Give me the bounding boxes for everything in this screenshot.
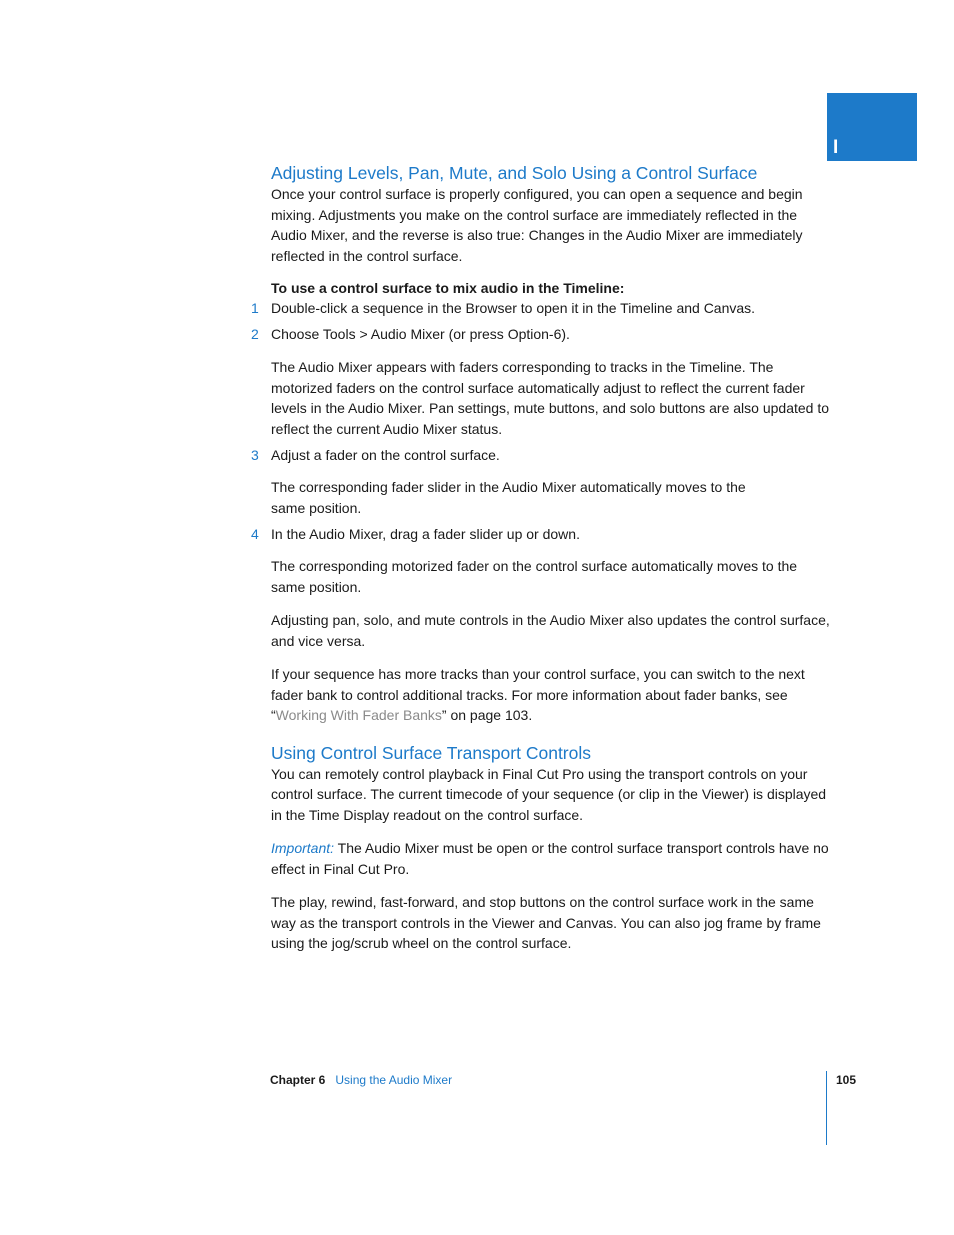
step-number: 1 xyxy=(251,300,259,316)
step-4-result: The corresponding motorized fader on the control surface automatically moves to the same position. xyxy=(271,558,798,595)
footer-chapter-label: Chapter 6 xyxy=(270,1073,326,1087)
step-1 xyxy=(251,298,831,318)
transport-paragraph: The play, rewind, fast-forward, and stop buttons on the control surface work in the same way as the transport controls in the Viewer and Canvas. You can also jog frame by frame using the jog/scrub wheel on the control surface. xyxy=(271,894,821,951)
section-heading-control-surface: Adjusting Levels, Pan, Mute, and Solo Using a Control Surface xyxy=(271,163,758,183)
step-text: Adjust a fader on the control surface. xyxy=(271,447,500,463)
step-2 xyxy=(251,324,831,344)
chapter-tab xyxy=(827,93,917,161)
footer-chapter-title: Using the Audio Mixer xyxy=(335,1073,453,1087)
step-number: 3 xyxy=(251,447,259,463)
important-note xyxy=(271,838,831,879)
intro-paragraph: Once your control surface is properly configured, you can open a sequence and begin mixing. Adjustments you make on the control surface are immediately reflected in the Audio Mixer, and the reverse is also true: Changes in the Audio Mixer are immediately reflected in the control surface. xyxy=(271,186,803,264)
footer-chapter xyxy=(270,1072,452,1088)
step-text: Double-click a sequence in the Browser to open it in the Timeline and Canvas. xyxy=(271,300,756,316)
fader-bank-text: If your sequence has more tracks than your control surface, you can switch to the next fader bank to control additional tracks. For more information about fader banks, see “ xyxy=(271,666,805,723)
page-number: 105 xyxy=(836,1073,857,1087)
step-3 xyxy=(251,445,831,465)
fader-banks-link[interactable]: Working With Fader Banks xyxy=(275,707,442,723)
step-text: Choose Tools > Audio Mixer (or press Option-6). xyxy=(271,326,570,342)
chapter-tab-glyph: I xyxy=(833,137,839,158)
step-number: 2 xyxy=(251,326,259,342)
step-3-result: The corresponding fader slider in the Audio Mixer automatically moves to the same position. xyxy=(271,479,746,516)
fader-bank-page-ref: ” on page 103. xyxy=(441,707,533,723)
step-4 xyxy=(251,524,831,544)
footer-divider xyxy=(826,1071,827,1145)
step-text: In the Audio Mixer, drag a fader slider up or down. xyxy=(271,526,580,542)
fader-bank-paragraph xyxy=(271,664,831,726)
page-content xyxy=(251,162,831,954)
pan-paragraph: Adjusting pan, solo, and mute controls in the Audio Mixer also updates the control surface, and vice versa. xyxy=(271,612,830,649)
section-heading-transport: Using Control Surface Transport Controls xyxy=(271,742,591,763)
important-text: The Audio Mixer must be open or the control surface transport controls have no effect in Final Cut Pro. xyxy=(271,840,829,877)
step-2-result: The Audio Mixer appears with faders corresponding to tracks in the Timeline. The motorized faders on the control surface automatically adjust to reflect the current fader levels in the Audio Mixer. Pan settings, mute buttons, and solo buttons are also updated to reflect the current Audio Mixer status. xyxy=(271,359,830,437)
transport-intro: You can remotely control playback in Final Cut Pro using the transport controls on your control surface. The current timecode of your sequence (or clip in the Viewer) is displayed in the Time Display readout on the control surface. xyxy=(271,765,827,823)
important-label: Important: xyxy=(271,840,335,856)
procedure-title: To use a control surface to mix audio in the Timeline: xyxy=(271,280,625,296)
step-number: 4 xyxy=(251,526,259,542)
